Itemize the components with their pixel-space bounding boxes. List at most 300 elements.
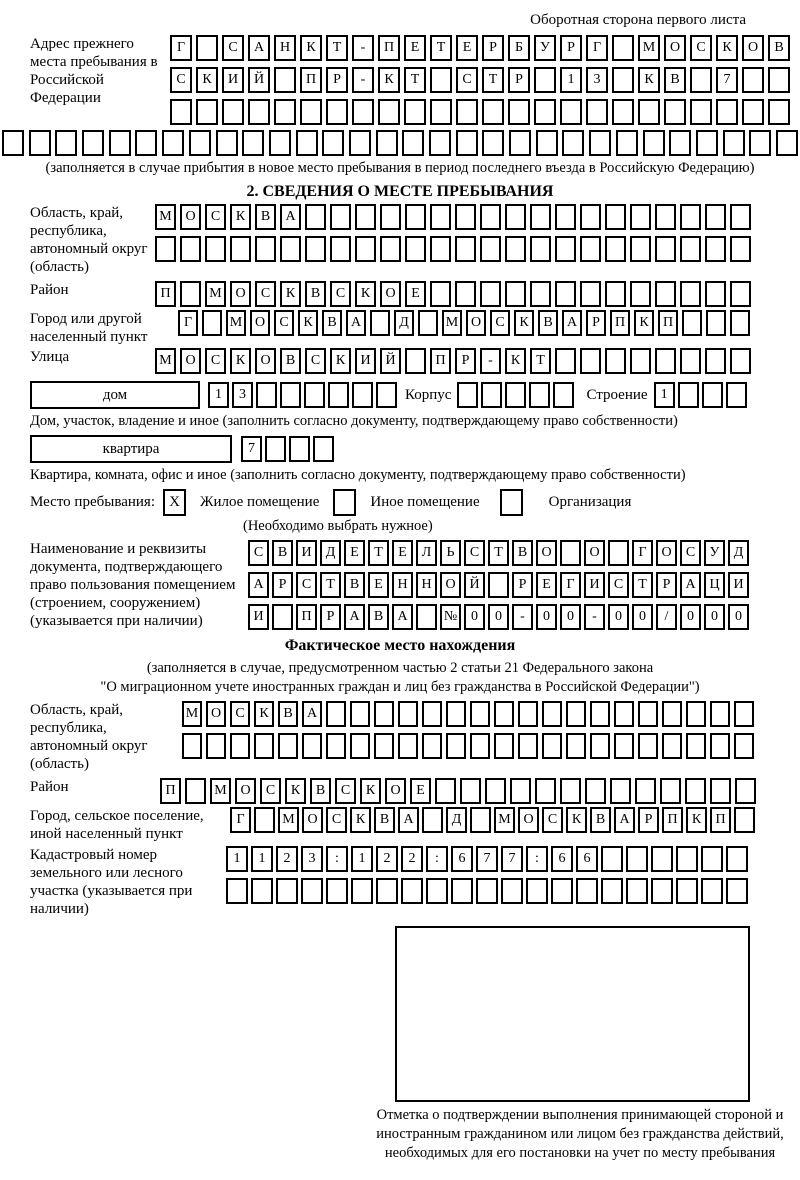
char-box[interactable]: С: [490, 310, 510, 336]
char-box[interactable]: [605, 348, 626, 374]
char-box[interactable]: [678, 382, 699, 408]
char-box[interactable]: Р: [512, 572, 533, 598]
char-box[interactable]: [422, 701, 442, 727]
char-box[interactable]: С: [260, 778, 281, 804]
char-box[interactable]: [355, 204, 376, 230]
char-box[interactable]: О: [584, 540, 605, 566]
char-box[interactable]: К: [378, 67, 400, 93]
char-box[interactable]: [455, 281, 476, 307]
char-box[interactable]: [313, 436, 334, 462]
char-box[interactable]: [429, 130, 451, 156]
char-box[interactable]: А: [680, 572, 701, 598]
char-box[interactable]: [446, 701, 466, 727]
char-box[interactable]: Е: [368, 572, 389, 598]
char-box[interactable]: Т: [482, 67, 504, 93]
char-box[interactable]: П: [710, 807, 731, 833]
char-box[interactable]: [355, 236, 376, 262]
char-box[interactable]: В: [272, 540, 293, 566]
char-box[interactable]: [189, 130, 211, 156]
char-box[interactable]: Е: [405, 281, 426, 307]
char-box[interactable]: [614, 701, 634, 727]
char-box[interactable]: [405, 348, 426, 374]
char-box[interactable]: [686, 733, 706, 759]
char-box[interactable]: [185, 778, 206, 804]
char-box[interactable]: [553, 382, 574, 408]
char-box[interactable]: [255, 236, 276, 262]
char-box[interactable]: Р: [508, 67, 530, 93]
char-box[interactable]: 7: [501, 846, 523, 872]
char-box[interactable]: В: [255, 204, 276, 230]
char-box[interactable]: [566, 733, 586, 759]
char-box[interactable]: В: [590, 807, 611, 833]
char-box[interactable]: [734, 701, 754, 727]
char-box[interactable]: 1: [351, 846, 373, 872]
char-box[interactable]: [580, 348, 601, 374]
char-box[interactable]: [560, 778, 581, 804]
char-box[interactable]: О: [656, 540, 677, 566]
char-box[interactable]: [734, 807, 755, 833]
char-box[interactable]: [202, 310, 222, 336]
char-box[interactable]: Р: [482, 35, 504, 61]
char-box[interactable]: С: [248, 540, 269, 566]
char-box[interactable]: М: [442, 310, 462, 336]
char-box[interactable]: [135, 130, 157, 156]
char-box[interactable]: 6: [576, 846, 598, 872]
char-box[interactable]: [376, 878, 398, 904]
char-box[interactable]: [586, 99, 608, 125]
char-box[interactable]: [518, 733, 538, 759]
char-box[interactable]: [580, 281, 601, 307]
char-box[interactable]: Ь: [440, 540, 461, 566]
char-box[interactable]: М: [494, 807, 515, 833]
char-box[interactable]: [749, 130, 771, 156]
char-box[interactable]: [430, 99, 452, 125]
char-box[interactable]: Т: [404, 67, 426, 93]
char-box[interactable]: М: [182, 701, 202, 727]
char-box[interactable]: Р: [586, 310, 606, 336]
char-box[interactable]: [350, 701, 370, 727]
char-box[interactable]: Т: [430, 35, 452, 61]
char-box[interactable]: М: [638, 35, 660, 61]
char-box[interactable]: [480, 236, 501, 262]
char-box[interactable]: М: [226, 310, 246, 336]
char-box[interactable]: [730, 348, 751, 374]
char-box[interactable]: Р: [320, 604, 341, 630]
char-box[interactable]: [510, 778, 531, 804]
char-box[interactable]: [730, 310, 750, 336]
char-box[interactable]: В: [768, 35, 790, 61]
char-box[interactable]: [601, 846, 623, 872]
char-box[interactable]: С: [274, 310, 294, 336]
char-box[interactable]: [230, 733, 250, 759]
char-box[interactable]: 0: [632, 604, 653, 630]
char-box[interactable]: 7: [476, 846, 498, 872]
char-box[interactable]: [735, 778, 756, 804]
char-box[interactable]: 3: [586, 67, 608, 93]
char-box[interactable]: К: [298, 310, 318, 336]
char-box[interactable]: К: [638, 67, 660, 93]
char-box[interactable]: [430, 281, 451, 307]
char-box[interactable]: М: [278, 807, 299, 833]
char-box[interactable]: 6: [551, 846, 573, 872]
char-box[interactable]: [470, 701, 490, 727]
char-box[interactable]: [616, 130, 638, 156]
char-box[interactable]: А: [248, 572, 269, 598]
char-box[interactable]: [676, 878, 698, 904]
char-box[interactable]: №: [440, 604, 461, 630]
char-box[interactable]: К: [350, 807, 371, 833]
char-box[interactable]: [470, 733, 490, 759]
char-box[interactable]: [460, 778, 481, 804]
char-box[interactable]: Д: [728, 540, 749, 566]
char-box[interactable]: О: [302, 807, 323, 833]
char-box[interactable]: [289, 436, 310, 462]
char-box[interactable]: [655, 236, 676, 262]
char-box[interactable]: О: [466, 310, 486, 336]
char-box[interactable]: [274, 67, 296, 93]
char-box[interactable]: [274, 99, 296, 125]
char-box[interactable]: П: [155, 281, 176, 307]
char-box[interactable]: [374, 701, 394, 727]
char-box[interactable]: [710, 733, 730, 759]
char-box[interactable]: [380, 236, 401, 262]
char-box[interactable]: И: [355, 348, 376, 374]
char-box[interactable]: [580, 236, 601, 262]
char-box[interactable]: Т: [488, 540, 509, 566]
char-box[interactable]: [422, 807, 443, 833]
char-box[interactable]: С: [680, 540, 701, 566]
char-box[interactable]: С: [330, 281, 351, 307]
char-box[interactable]: О: [742, 35, 764, 61]
char-box[interactable]: Д: [394, 310, 414, 336]
char-box[interactable]: [222, 99, 244, 125]
char-box[interactable]: К: [360, 778, 381, 804]
char-box[interactable]: 0: [488, 604, 509, 630]
char-box[interactable]: [226, 878, 248, 904]
char-box[interactable]: [370, 310, 390, 336]
char-box[interactable]: [351, 878, 373, 904]
char-box[interactable]: [585, 778, 606, 804]
char-box[interactable]: К: [196, 67, 218, 93]
char-box[interactable]: В: [305, 281, 326, 307]
char-box[interactable]: О: [536, 540, 557, 566]
char-box[interactable]: Р: [272, 572, 293, 598]
char-box[interactable]: [326, 701, 346, 727]
char-box[interactable]: [300, 99, 322, 125]
char-box[interactable]: П: [300, 67, 322, 93]
char-box[interactable]: Е: [536, 572, 557, 598]
char-box[interactable]: [482, 99, 504, 125]
char-box[interactable]: [380, 204, 401, 230]
char-box[interactable]: [494, 701, 514, 727]
char-box[interactable]: Р: [455, 348, 476, 374]
char-box[interactable]: [551, 878, 573, 904]
char-box[interactable]: Й: [464, 572, 485, 598]
char-box[interactable]: [305, 204, 326, 230]
char-box[interactable]: -: [512, 604, 533, 630]
char-box[interactable]: А: [302, 701, 322, 727]
char-box[interactable]: [272, 604, 293, 630]
char-box[interactable]: 1: [251, 846, 273, 872]
char-box[interactable]: [205, 236, 226, 262]
char-box[interactable]: А: [248, 35, 270, 61]
char-box[interactable]: О: [518, 807, 539, 833]
char-box[interactable]: [605, 281, 626, 307]
char-box[interactable]: М: [155, 348, 176, 374]
char-box[interactable]: [280, 236, 301, 262]
char-box[interactable]: [480, 204, 501, 230]
char-box[interactable]: 0: [560, 604, 581, 630]
char-box[interactable]: Г: [632, 540, 653, 566]
char-box[interactable]: [304, 382, 325, 408]
char-box[interactable]: А: [398, 807, 419, 833]
char-box[interactable]: 7: [241, 436, 262, 462]
char-box[interactable]: К: [230, 204, 251, 230]
char-box[interactable]: К: [686, 807, 707, 833]
char-box[interactable]: 0: [536, 604, 557, 630]
char-box[interactable]: Е: [410, 778, 431, 804]
char-box[interactable]: [651, 878, 673, 904]
char-box[interactable]: О: [235, 778, 256, 804]
char-box[interactable]: К: [285, 778, 306, 804]
char-box[interactable]: [155, 236, 176, 262]
char-box[interactable]: Е: [344, 540, 365, 566]
char-box[interactable]: С: [305, 348, 326, 374]
char-box[interactable]: 2: [376, 846, 398, 872]
char-box[interactable]: [610, 778, 631, 804]
char-box[interactable]: [534, 67, 556, 93]
char-box[interactable]: К: [514, 310, 534, 336]
char-box[interactable]: И: [296, 540, 317, 566]
char-box[interactable]: [630, 348, 651, 374]
char-box[interactable]: А: [344, 604, 365, 630]
char-box[interactable]: [630, 281, 651, 307]
char-box[interactable]: Й: [248, 67, 270, 93]
char-box[interactable]: [378, 99, 400, 125]
char-box[interactable]: П: [160, 778, 181, 804]
char-box[interactable]: [276, 878, 298, 904]
char-box[interactable]: К: [280, 281, 301, 307]
char-box[interactable]: О: [180, 348, 201, 374]
char-box[interactable]: [705, 236, 726, 262]
char-box[interactable]: [662, 701, 682, 727]
char-box[interactable]: О: [664, 35, 686, 61]
char-box[interactable]: [626, 846, 648, 872]
char-box[interactable]: С: [222, 35, 244, 61]
char-box[interactable]: [605, 236, 626, 262]
char-box[interactable]: С: [326, 807, 347, 833]
char-box[interactable]: [742, 99, 764, 125]
char-box[interactable]: [664, 99, 686, 125]
char-box[interactable]: :: [426, 846, 448, 872]
char-box[interactable]: [530, 281, 551, 307]
char-box[interactable]: В: [322, 310, 342, 336]
char-box[interactable]: 2: [276, 846, 298, 872]
char-box[interactable]: 3: [232, 382, 253, 408]
char-box[interactable]: Е: [456, 35, 478, 61]
char-box[interactable]: 0: [464, 604, 485, 630]
char-box[interactable]: К: [505, 348, 526, 374]
char-box[interactable]: [455, 236, 476, 262]
char-box[interactable]: -: [352, 35, 374, 61]
char-box[interactable]: М: [210, 778, 231, 804]
char-box[interactable]: Н: [392, 572, 413, 598]
char-box[interactable]: К: [355, 281, 376, 307]
char-box[interactable]: [685, 778, 706, 804]
char-box[interactable]: А: [346, 310, 366, 336]
char-box[interactable]: [662, 733, 682, 759]
char-box[interactable]: В: [310, 778, 331, 804]
char-box[interactable]: М: [205, 281, 226, 307]
char-box[interactable]: /: [656, 604, 677, 630]
char-box[interactable]: [330, 204, 351, 230]
char-box[interactable]: [455, 204, 476, 230]
char-box[interactable]: [768, 99, 790, 125]
char-box[interactable]: О: [255, 348, 276, 374]
char-box[interactable]: -: [584, 604, 605, 630]
char-box[interactable]: [608, 540, 629, 566]
char-box[interactable]: [402, 130, 424, 156]
char-box[interactable]: [526, 878, 548, 904]
char-box[interactable]: [2, 130, 24, 156]
char-box[interactable]: О: [250, 310, 270, 336]
char-box[interactable]: 6: [451, 846, 473, 872]
char-box[interactable]: Т: [632, 572, 653, 598]
char-box[interactable]: [509, 130, 531, 156]
char-box[interactable]: Д: [446, 807, 467, 833]
char-box[interactable]: [535, 778, 556, 804]
char-box[interactable]: [501, 878, 523, 904]
char-box[interactable]: [301, 878, 323, 904]
char-box[interactable]: [705, 204, 726, 230]
char-box[interactable]: [256, 382, 277, 408]
char-box[interactable]: [555, 348, 576, 374]
char-box[interactable]: Т: [326, 35, 348, 61]
char-box[interactable]: 0: [704, 604, 725, 630]
char-box[interactable]: [254, 733, 274, 759]
char-box[interactable]: [505, 204, 526, 230]
char-box[interactable]: [55, 130, 77, 156]
char-box[interactable]: Г: [586, 35, 608, 61]
char-box[interactable]: С: [456, 67, 478, 93]
char-box[interactable]: [322, 130, 344, 156]
char-box[interactable]: Г: [560, 572, 581, 598]
char-box[interactable]: [589, 130, 611, 156]
char-box[interactable]: С: [255, 281, 276, 307]
char-box[interactable]: [638, 733, 658, 759]
char-box[interactable]: [242, 130, 264, 156]
char-box[interactable]: Л: [416, 540, 437, 566]
char-box[interactable]: [726, 878, 748, 904]
char-box[interactable]: [398, 733, 418, 759]
char-box[interactable]: [349, 130, 371, 156]
char-box[interactable]: 1: [208, 382, 229, 408]
char-box[interactable]: [660, 778, 681, 804]
char-box[interactable]: [374, 733, 394, 759]
char-box[interactable]: [605, 204, 626, 230]
char-box[interactable]: [430, 67, 452, 93]
char-box[interactable]: С: [464, 540, 485, 566]
char-box[interactable]: [626, 878, 648, 904]
char-box[interactable]: П: [610, 310, 630, 336]
char-box[interactable]: К: [566, 807, 587, 833]
char-box[interactable]: [405, 236, 426, 262]
dom-type-box[interactable]: дом: [30, 381, 200, 409]
char-box[interactable]: [305, 236, 326, 262]
char-box[interactable]: [376, 130, 398, 156]
char-box[interactable]: [180, 236, 201, 262]
char-box[interactable]: [542, 701, 562, 727]
char-box[interactable]: К: [330, 348, 351, 374]
char-box[interactable]: [350, 733, 370, 759]
char-box[interactable]: [505, 236, 526, 262]
char-box[interactable]: 1: [560, 67, 582, 93]
char-box[interactable]: К: [716, 35, 738, 61]
char-box[interactable]: [542, 733, 562, 759]
char-box[interactable]: С: [205, 204, 226, 230]
char-box[interactable]: [530, 204, 551, 230]
char-box[interactable]: [669, 130, 691, 156]
char-box[interactable]: [676, 846, 698, 872]
char-box[interactable]: [612, 99, 634, 125]
char-box[interactable]: Р: [656, 572, 677, 598]
char-box[interactable]: [416, 604, 437, 630]
char-box[interactable]: [590, 733, 610, 759]
char-box[interactable]: [716, 99, 738, 125]
char-box[interactable]: [742, 67, 764, 93]
char-box[interactable]: [534, 99, 556, 125]
char-box[interactable]: Р: [560, 35, 582, 61]
char-box[interactable]: И: [584, 572, 605, 598]
char-box[interactable]: [280, 382, 301, 408]
char-box[interactable]: [566, 701, 586, 727]
char-box[interactable]: В: [374, 807, 395, 833]
char-box[interactable]: [612, 35, 634, 61]
char-box[interactable]: [705, 348, 726, 374]
char-box[interactable]: [196, 99, 218, 125]
char-box[interactable]: [426, 878, 448, 904]
char-box[interactable]: О: [440, 572, 461, 598]
char-box[interactable]: [580, 204, 601, 230]
char-box[interactable]: И: [248, 604, 269, 630]
char-box[interactable]: [655, 204, 676, 230]
char-box[interactable]: [508, 99, 530, 125]
char-box[interactable]: П: [430, 348, 451, 374]
char-box[interactable]: К: [300, 35, 322, 61]
char-box[interactable]: [701, 878, 723, 904]
char-box[interactable]: [404, 99, 426, 125]
char-box[interactable]: [29, 130, 51, 156]
char-box[interactable]: К: [230, 348, 251, 374]
char-box[interactable]: [352, 99, 374, 125]
char-box[interactable]: С: [170, 67, 192, 93]
char-box[interactable]: [536, 130, 558, 156]
char-box[interactable]: [680, 348, 701, 374]
char-box[interactable]: [418, 310, 438, 336]
char-box[interactable]: [690, 99, 712, 125]
char-box[interactable]: [655, 348, 676, 374]
char-box[interactable]: В: [664, 67, 686, 93]
kvartira-type-box[interactable]: квартира: [30, 435, 232, 463]
char-box[interactable]: [701, 846, 723, 872]
char-box[interactable]: [680, 236, 701, 262]
char-box[interactable]: А: [392, 604, 413, 630]
char-box[interactable]: [706, 310, 726, 336]
char-box[interactable]: [196, 35, 218, 61]
char-box[interactable]: [682, 310, 702, 336]
checkbox-organizatsiya[interactable]: [500, 489, 523, 516]
char-box[interactable]: Н: [274, 35, 296, 61]
